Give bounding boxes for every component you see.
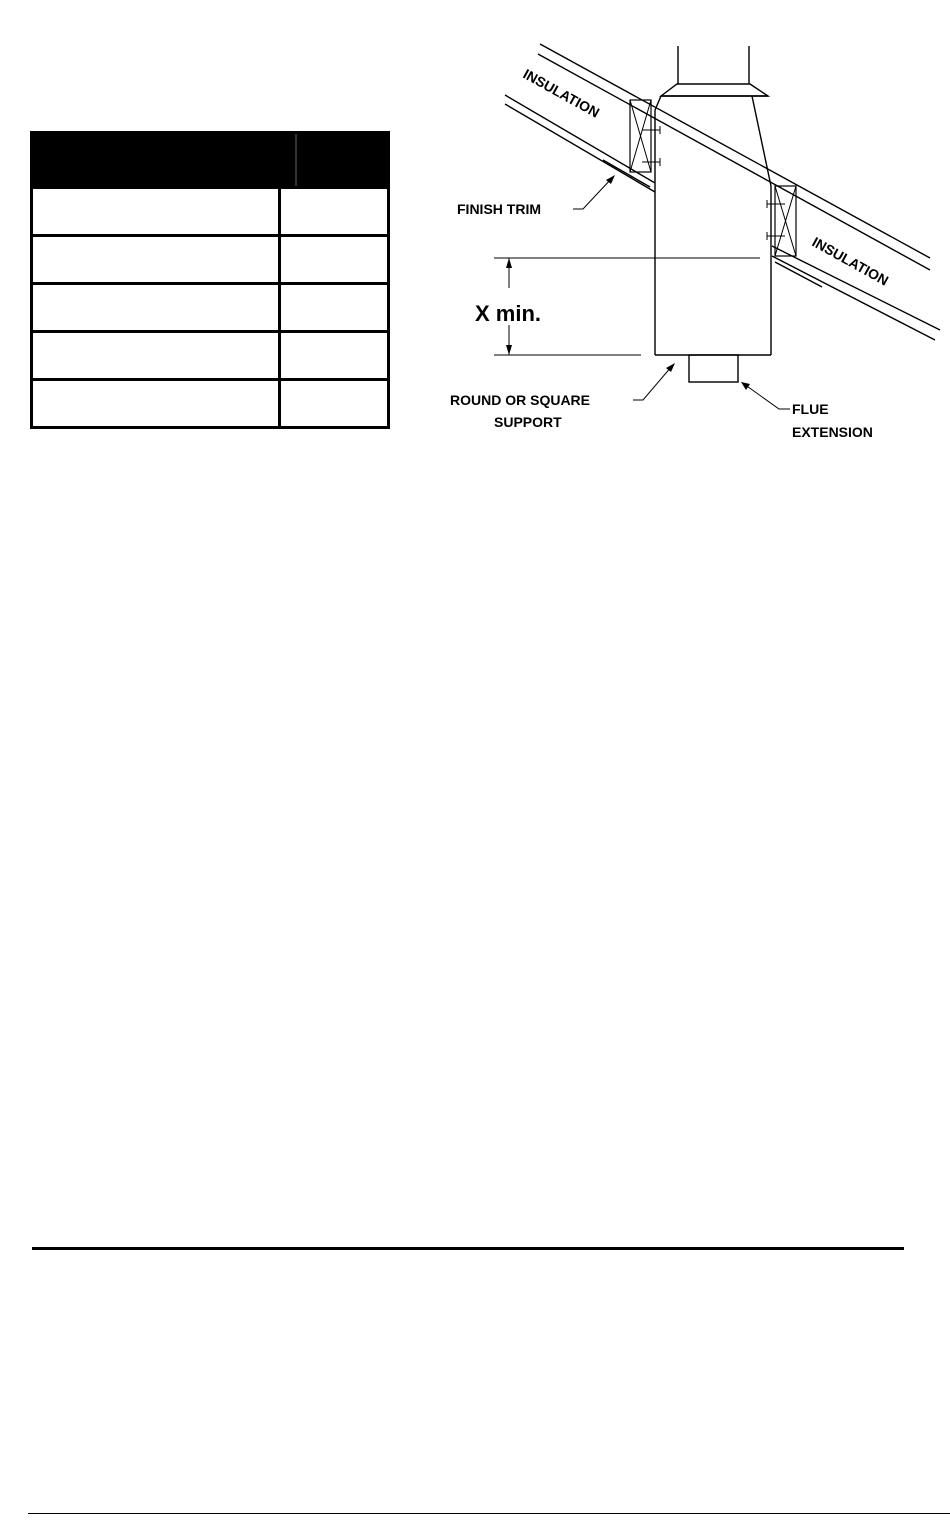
roof-line-upper-outer bbox=[540, 44, 930, 258]
chimney-diagram bbox=[0, 0, 950, 470]
flue-label-line1: FLUE bbox=[792, 401, 829, 417]
support-label-line1: ROUND OR SQUARE bbox=[450, 392, 591, 408]
storm-collar bbox=[661, 84, 768, 96]
flue-extension-box bbox=[689, 355, 738, 382]
insulation-lower-label: INSULATION bbox=[809, 233, 892, 289]
section-divider bbox=[32, 1247, 904, 1250]
flue-arrow bbox=[741, 382, 750, 390]
roof-line-upper-inner bbox=[538, 54, 930, 270]
support-leader bbox=[633, 366, 672, 400]
flashing-left bbox=[655, 96, 661, 110]
finish-trim-right-line bbox=[775, 262, 822, 287]
finish-trim-label: FINISH TRIM bbox=[457, 201, 541, 217]
flue-leader bbox=[744, 384, 790, 409]
finish-trim-leader bbox=[573, 178, 612, 209]
dimension-arrow-down bbox=[506, 345, 512, 355]
flue-label-line2: EXTENSION bbox=[792, 424, 873, 440]
support-arrow bbox=[666, 363, 675, 372]
footer-divider bbox=[28, 1513, 950, 1514]
insulation-upper-label: INSULATION bbox=[520, 65, 603, 121]
dimension-arrow-up bbox=[506, 258, 512, 268]
x-min-label: X min. bbox=[475, 301, 542, 326]
ceiling-line-left-inner bbox=[505, 104, 655, 192]
support-label-line2: SUPPORT bbox=[494, 414, 562, 430]
flashing-right bbox=[752, 96, 771, 186]
